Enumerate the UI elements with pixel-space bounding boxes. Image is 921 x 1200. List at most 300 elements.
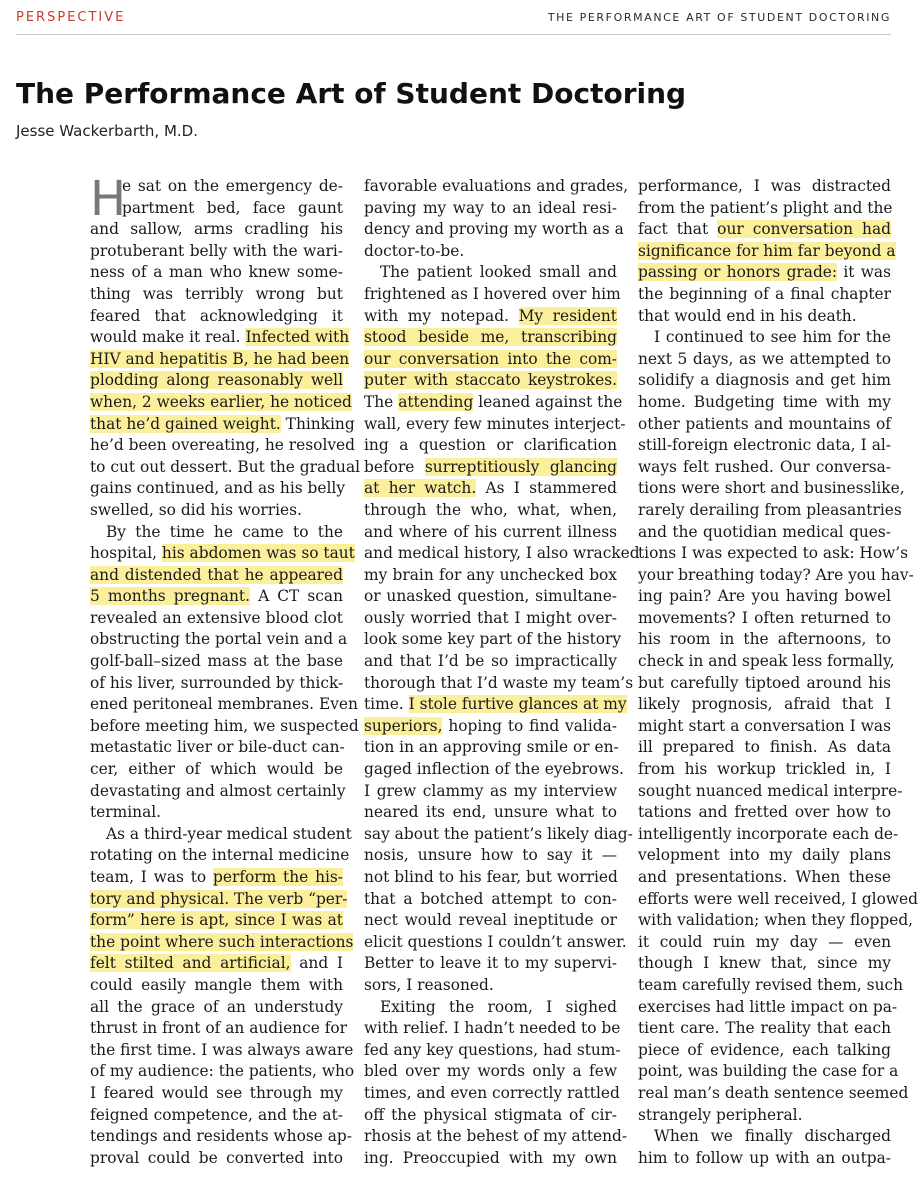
text-line	[638, 1105, 891, 1127]
text-line	[90, 997, 343, 1019]
text-segment: rarely derailing from pleasantries	[638, 500, 902, 519]
text-segment: nosis, unsure how to say it —	[364, 846, 617, 865]
text-line	[90, 608, 343, 630]
text-segment: favorable evaluations and grades,	[364, 177, 629, 195]
highlighted-text: 5 months pregnant.	[90, 587, 250, 606]
text-segment: that a botched attempt to con-	[364, 889, 617, 908]
text-line	[90, 932, 354, 954]
text-segment: When we finally discharged	[654, 1127, 891, 1146]
text-line	[638, 327, 891, 349]
text-segment: other patients and mountains of	[638, 414, 891, 433]
text-line	[364, 845, 617, 867]
text-segment: Exiting the room, I sighed	[380, 997, 617, 1016]
text-segment: my brain for any unchecked box	[364, 565, 617, 584]
text-segment: off the physical stigmata of cir-	[364, 1105, 617, 1124]
text-line	[638, 953, 891, 975]
text-line	[90, 306, 343, 328]
text-segment: tient care. The reality that each	[638, 1019, 891, 1038]
text-line	[364, 608, 617, 630]
text-line	[364, 1083, 620, 1105]
text-line	[638, 478, 905, 500]
text-line	[364, 392, 623, 414]
text-segment: with relief. I hadn’t needed to be	[364, 1019, 621, 1038]
text-line	[90, 241, 343, 263]
text-segment: obstructing the portal vein and a	[90, 630, 348, 649]
text-segment: it could ruin my day — even	[638, 932, 891, 951]
text-line	[638, 1148, 891, 1170]
text-line	[364, 414, 626, 436]
text-segment: team, I was to	[90, 868, 213, 886]
text-segment: doctor-to-be.	[364, 241, 465, 260]
text-segment: gains continued, and as his belly	[90, 479, 346, 498]
text-segment: gaged inflection of the eyebrows.	[364, 760, 625, 779]
text-segment: efforts were well received, I glowed	[638, 889, 918, 908]
highlighted-text: that he’d gained weight.	[90, 414, 281, 433]
text-segment: sought nuanced medical interpre-	[638, 781, 903, 800]
header-rule	[16, 34, 891, 35]
text-segment: I continued to see him for the	[654, 328, 891, 347]
text-segment: partment bed, face gaunt	[122, 198, 343, 217]
highlighted-text: when, 2 weeks earlier, he noticed	[90, 392, 352, 411]
text-line	[90, 867, 343, 889]
text-line	[638, 673, 891, 695]
text-line	[364, 565, 617, 587]
text-line	[90, 219, 343, 241]
text-line	[364, 781, 617, 803]
text-segment: ing a question or clarification	[364, 436, 617, 455]
text-line	[638, 284, 891, 306]
text-line	[90, 284, 343, 306]
text-segment: him to follow up with an outpa-	[638, 1148, 891, 1167]
highlighted-text: stood beside me, transcribing	[364, 328, 617, 347]
text-line	[638, 1083, 909, 1105]
highlighted-text: surreptitiously glancing	[424, 457, 617, 476]
text-segment: feigned competence, and the at-	[90, 1105, 343, 1124]
text-segment: and presentations. When these	[638, 868, 891, 886]
text-segment: of his liver, surrounded by thick-	[90, 673, 344, 692]
text-line	[638, 586, 891, 608]
text-segment: frightened as I hovered over him	[364, 284, 621, 303]
text-segment: still-foreign electronic data, I al-	[638, 436, 891, 455]
text-line	[90, 1083, 343, 1105]
text-line	[364, 262, 617, 284]
text-line	[90, 759, 343, 781]
text-line	[638, 457, 891, 479]
text-line	[364, 586, 617, 608]
text-segment: and the quotidian medical ques-	[638, 522, 891, 541]
text-line	[364, 349, 617, 371]
text-segment: real man’s death sentence seemed	[638, 1083, 909, 1102]
text-line	[364, 1061, 617, 1083]
text-segment: might start a conversation I was	[638, 716, 891, 735]
text-line	[364, 716, 617, 738]
text-line	[364, 284, 621, 306]
text-line	[90, 651, 343, 673]
text-line	[638, 198, 891, 220]
text-line	[364, 651, 617, 673]
text-line	[638, 910, 914, 932]
text-line	[90, 673, 343, 695]
text-segment: could easily mangle them with	[90, 975, 343, 994]
text-line	[90, 586, 343, 608]
text-segment: solidify a diagnosis and get him	[638, 371, 891, 390]
text-segment: revealed an extensive blood clot	[90, 608, 343, 627]
text-line	[90, 910, 343, 932]
highlighted-text: passing or honors grade:	[638, 263, 838, 282]
text-line	[638, 414, 891, 436]
text-line	[638, 392, 891, 414]
text-line	[638, 1040, 891, 1062]
text-line	[90, 845, 350, 867]
text-segment: ing. Preoccupied with my own	[364, 1148, 617, 1167]
text-segment: your breathing today? Are you hav-	[638, 565, 914, 584]
text-segment: paving my way to an ideal resi-	[364, 198, 617, 217]
text-segment: of my audience: the patients, who	[90, 1062, 355, 1081]
text-line	[364, 370, 617, 392]
text-line	[90, 198, 343, 220]
text-line	[638, 845, 891, 867]
text-segment: ened peritoneal membranes. Even	[90, 695, 358, 714]
text-line	[90, 522, 343, 544]
text-segment: say about the patient’s likely diag-	[364, 824, 633, 843]
text-segment: golf-ball–sized mass at the base	[90, 652, 343, 671]
text-line	[638, 1126, 891, 1148]
text-line	[364, 932, 627, 954]
text-line	[364, 457, 617, 479]
text-segment: check in and speak less formally,	[638, 652, 895, 671]
text-segment: team carefully revised them, such	[638, 975, 904, 994]
text-segment: and I	[290, 954, 343, 973]
text-line	[364, 802, 617, 824]
running-title: THE PERFORMANCE ART OF STUDENT DOCTORING	[547, 11, 891, 24]
text-segment: elicit questions I couldn’t answer.	[364, 932, 627, 951]
text-segment: devastating and almost certainly	[90, 781, 346, 800]
text-segment: The patient looked small and	[380, 263, 617, 282]
text-line	[364, 1105, 617, 1127]
text-line	[90, 500, 343, 522]
text-segment: and where of his current illness	[364, 522, 617, 541]
text-column-3	[638, 176, 918, 1169]
text-segment: next 5 days, as we attempted to	[638, 349, 891, 368]
text-segment: ill prepared to finish. As data	[638, 738, 891, 757]
text-segment: ously worried that I might over-	[364, 608, 617, 627]
text-segment: tions were short and businesslike,	[638, 479, 905, 498]
highlighted-text: his abdomen was so taut	[161, 544, 355, 563]
text-line	[90, 457, 361, 479]
text-segment: metastatic liver or bile-duct can-	[90, 738, 345, 757]
text-line	[90, 975, 343, 997]
text-line	[638, 781, 903, 803]
text-segment: look some key part of the history	[364, 630, 622, 649]
text-segment: thrust in front of an audience for	[90, 1019, 348, 1038]
text-segment: rhosis at the behest of my attend-	[364, 1127, 628, 1146]
text-line	[364, 867, 617, 889]
highlighted-text: felt stilted and artificial,	[90, 954, 291, 973]
highlighted-text: perform the his-	[213, 868, 343, 886]
text-line	[90, 1126, 352, 1148]
text-segment: nect would reveal ineptitude or	[364, 911, 617, 930]
text-segment: times, and even correctly rattled	[364, 1083, 620, 1102]
text-segment: intelligently incorporate each de-	[638, 824, 899, 843]
text-segment: though I knew that, since my	[638, 954, 891, 973]
text-segment: and sallow, arms cradling his	[90, 220, 343, 239]
text-line	[364, 910, 617, 932]
highlighted-text: our conversation had	[717, 220, 891, 239]
text-segment: all the grace of an understudy	[90, 997, 343, 1016]
article-title: The Performance Art of Student Doctoring	[16, 77, 687, 110]
text-segment: dency and proving my worth as a	[364, 220, 624, 239]
text-line	[638, 219, 891, 241]
text-line	[90, 737, 343, 759]
text-line	[364, 500, 617, 522]
text-segment: A CT scan	[249, 587, 343, 606]
text-line	[364, 1040, 621, 1062]
text-line	[638, 694, 891, 716]
text-segment: proval could be converted into	[90, 1148, 343, 1167]
text-segment: velopment into my daily plans	[638, 846, 891, 865]
text-segment: or unasked question, simultane-	[364, 587, 617, 606]
text-line	[638, 522, 891, 544]
highlighted-text: our conversation into the com-	[364, 349, 617, 368]
highlighted-text: superiors,	[364, 716, 443, 735]
text-segment: with my notepad.	[364, 306, 519, 325]
text-line	[90, 1061, 355, 1083]
highlighted-text: attending	[398, 392, 474, 411]
text-segment: thorough that I’d waste my team’s	[364, 673, 634, 692]
text-line	[638, 262, 891, 284]
text-segment: but carefully tiptoed around his	[638, 673, 891, 692]
text-segment: not blind to his fear, but worried	[364, 868, 618, 886]
text-line	[90, 953, 343, 975]
section-label: PERSPECTIVE	[16, 10, 126, 25]
text-segment: from his workup trickled in, I	[638, 760, 891, 779]
text-line	[90, 1040, 354, 1062]
text-line	[90, 392, 352, 414]
text-line	[638, 500, 902, 522]
text-line	[364, 824, 633, 846]
text-line	[638, 889, 918, 911]
text-segment: I grew clammy as my interview	[364, 781, 617, 800]
text-segment: home. Budgeting time with my	[638, 392, 891, 411]
text-line	[364, 241, 617, 263]
text-segment: his room in the afternoons, to	[638, 630, 891, 649]
text-segment: tions I was expected to ask: How’s	[638, 544, 909, 563]
text-line	[364, 198, 617, 220]
text-line	[638, 435, 891, 457]
text-segment: point, was building the case for a	[638, 1062, 899, 1081]
text-line	[364, 522, 617, 544]
highlighted-text: My resident	[518, 306, 617, 325]
text-segment: ness of a man who knew some-	[90, 263, 343, 282]
text-line	[364, 737, 617, 759]
text-segment: rotating on the internal medicine	[90, 846, 350, 865]
text-line	[90, 694, 358, 716]
text-line	[90, 565, 343, 587]
highlighted-text: tory and physical. The verb “per-	[90, 889, 348, 908]
text-segment: time.	[364, 695, 409, 714]
highlighted-text: plodding along reasonably well	[90, 371, 343, 390]
text-line	[364, 953, 617, 975]
highlighted-text: at her watch.	[364, 479, 477, 498]
text-line	[90, 1148, 343, 1170]
text-line	[364, 176, 629, 198]
text-segment: exercises had little impact on pa-	[638, 997, 898, 1016]
text-segment: I feared would see through my	[90, 1083, 343, 1102]
text-line	[90, 349, 350, 371]
highlighted-text: the point where such interactions	[90, 932, 354, 951]
text-line	[638, 867, 891, 889]
highlighted-text: and distended that he appeared	[90, 565, 343, 584]
text-line	[364, 694, 627, 716]
text-line	[638, 1061, 899, 1083]
text-line	[638, 651, 895, 673]
text-line	[364, 997, 617, 1019]
text-segment: before	[364, 457, 425, 476]
text-line	[364, 219, 624, 241]
text-segment: sors, I reasoned.	[364, 975, 494, 994]
text-line	[638, 1018, 891, 1040]
highlighted-text: HIV and hepatitis B, he had been	[90, 349, 350, 368]
text-line	[90, 327, 350, 349]
text-segment: fed any key questions, had stum-	[364, 1040, 621, 1059]
highlighted-text: puter with staccato keystrokes.	[364, 371, 617, 390]
text-line	[364, 1148, 617, 1170]
text-line	[638, 629, 891, 651]
text-segment: tendings and residents whose ap-	[90, 1127, 352, 1146]
text-line	[638, 824, 899, 846]
text-segment: to cut out dessert. But the gradual	[90, 457, 361, 476]
text-line	[638, 565, 914, 587]
text-segment: hospital,	[90, 544, 162, 563]
text-segment: through the who, what, when,	[364, 500, 617, 519]
text-line	[90, 889, 348, 911]
text-line	[364, 975, 617, 997]
text-line	[638, 349, 891, 371]
text-segment: terminal.	[90, 803, 162, 822]
text-line	[364, 759, 625, 781]
text-segment: it was	[837, 263, 892, 282]
text-line	[364, 629, 622, 651]
text-line	[638, 932, 891, 954]
text-segment: that would end in his death.	[638, 306, 857, 325]
highlighted-text: form” here is apt, since I was at	[90, 911, 343, 930]
text-segment: the first time. I was always aware	[90, 1040, 354, 1059]
text-segment: swelled, so did his worries.	[90, 500, 302, 519]
text-segment: wall, every few minutes interject-	[364, 414, 626, 433]
text-segment: Thinking	[280, 414, 355, 433]
text-segment: By the time he came to the	[106, 522, 343, 541]
text-segment: he’d been overeating, he resolved	[90, 436, 356, 455]
text-line	[90, 262, 343, 284]
text-line	[90, 629, 348, 651]
text-segment: e sat on the emergency de-	[122, 177, 343, 195]
text-line	[90, 1018, 348, 1040]
highlighted-text: Infected with	[245, 328, 350, 347]
text-line	[638, 737, 891, 759]
text-column-2	[364, 176, 640, 1169]
text-segment: hoping to find valida-	[442, 716, 617, 735]
text-line	[364, 673, 634, 695]
text-segment: As a third-year medical student	[106, 824, 352, 843]
text-line	[364, 1126, 628, 1148]
text-line	[90, 370, 343, 392]
text-line	[638, 975, 904, 997]
text-segment: strangely peripheral.	[638, 1105, 803, 1124]
text-segment: leaned against the	[473, 392, 623, 411]
text-segment: would make it real.	[90, 328, 246, 347]
text-line	[90, 824, 352, 846]
text-segment: thing was terribly wrong but	[90, 284, 343, 303]
text-line	[364, 543, 640, 565]
text-segment: from the patient’s plight and the	[638, 198, 893, 217]
text-line	[364, 889, 617, 911]
text-line	[364, 306, 617, 328]
text-line	[638, 306, 891, 328]
text-segment: bled over my words only a few	[364, 1062, 617, 1081]
text-segment: protuberant belly with the wari-	[90, 241, 343, 260]
text-line	[638, 241, 896, 263]
text-segment: with validation; when they flopped,	[638, 911, 914, 930]
highlighted-text: I stole furtive glances at my	[408, 695, 627, 714]
text-segment: cer, either of which would be	[90, 760, 343, 779]
text-line	[638, 608, 891, 630]
text-segment: The	[364, 392, 399, 411]
text-line	[364, 1018, 621, 1040]
text-line	[638, 759, 891, 781]
text-line	[90, 176, 343, 198]
text-segment: ways felt rushed. Our conversa-	[638, 457, 891, 476]
text-line	[638, 802, 891, 824]
text-line	[638, 716, 891, 738]
text-segment: before meeting him, we suspected	[90, 716, 359, 735]
text-segment: and that I’d be so impractically	[364, 652, 617, 671]
text-segment: likely prognosis, afraid that I	[638, 695, 891, 714]
text-segment: fact that	[638, 220, 718, 239]
text-segment: feared that acknowledging it	[90, 306, 343, 325]
text-line	[364, 435, 617, 457]
text-segment: ing pain? Are you having bowel	[638, 587, 891, 606]
text-line	[638, 997, 898, 1019]
text-segment: performance, I was distracted	[638, 177, 891, 195]
text-segment: movements? I often returned to	[638, 608, 891, 627]
text-segment: piece of evidence, each talking	[638, 1040, 891, 1059]
text-line	[90, 716, 359, 738]
text-line	[90, 543, 355, 565]
text-line	[90, 1105, 343, 1127]
drop-cap: H	[90, 171, 127, 227]
text-line	[90, 802, 343, 824]
text-segment: the beginning of a final chapter	[638, 284, 891, 303]
text-column-1	[90, 171, 361, 1169]
text-line	[638, 543, 909, 565]
highlighted-text: significance for him far beyond a	[638, 241, 896, 260]
text-segment: neared its end, unsure what to	[364, 803, 617, 822]
text-line	[90, 414, 355, 436]
article-author: Jesse Wackerbarth, M.D.	[16, 122, 198, 140]
text-line	[638, 176, 891, 198]
text-line	[638, 370, 891, 392]
text-line	[90, 478, 346, 500]
text-segment: tations and fretted over how to	[638, 803, 891, 822]
text-line	[90, 781, 346, 803]
text-segment: tion in an approving smile or en-	[364, 738, 619, 757]
text-segment: and medical history, I also wracked	[364, 544, 640, 563]
text-line	[364, 478, 617, 500]
text-segment: Better to leave it to my supervi-	[364, 954, 617, 973]
text-line	[90, 435, 356, 457]
text-line	[364, 327, 617, 349]
text-segment: As I stammered	[476, 479, 617, 498]
